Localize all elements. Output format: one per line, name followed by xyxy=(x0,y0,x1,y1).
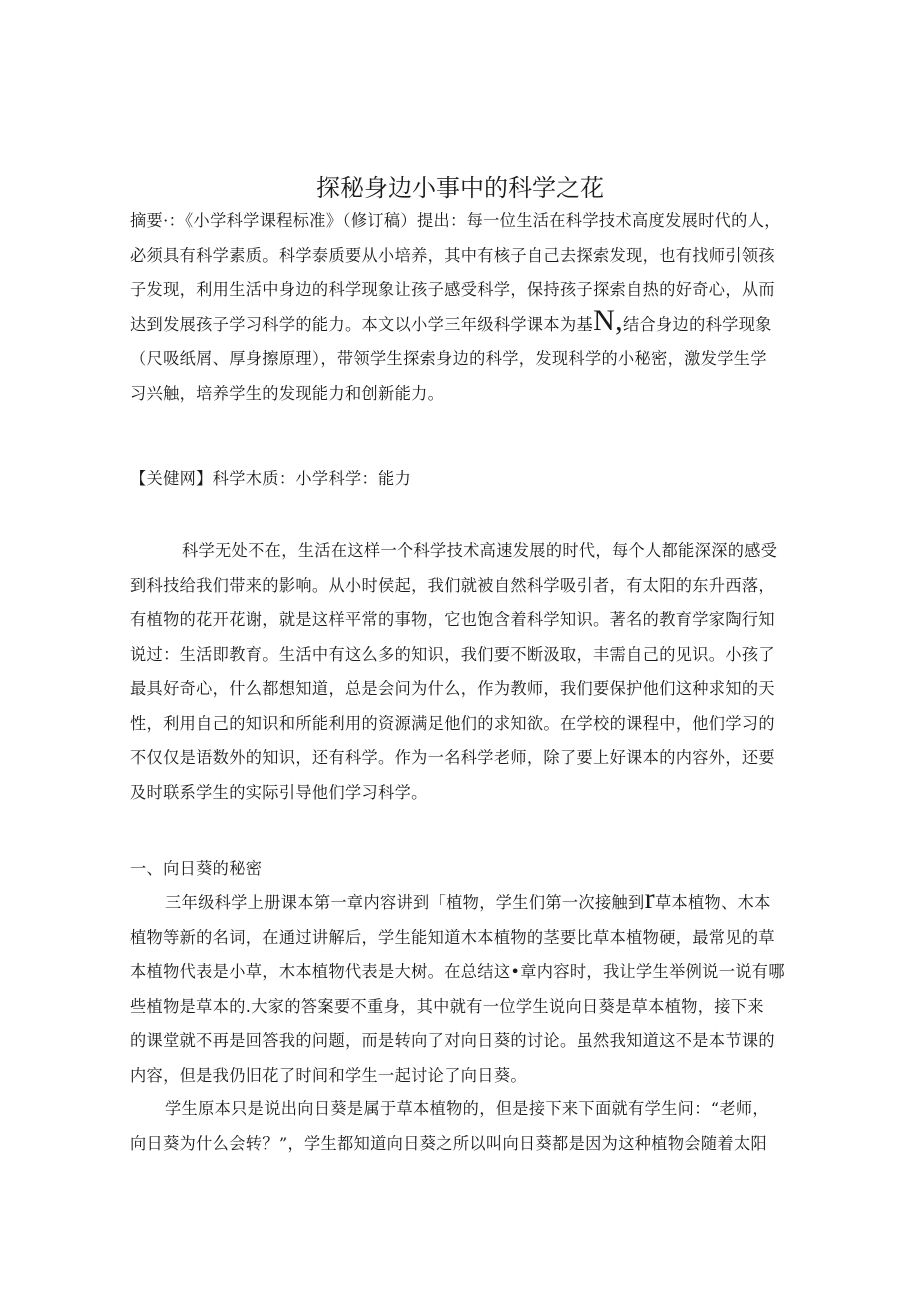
abstract-paragraph xyxy=(130,204,795,411)
section-1-paragraph-2 xyxy=(130,1092,795,1161)
section-1-line-1-end: 草本植物、木本 xyxy=(654,893,771,912)
section-1-heading-block xyxy=(130,852,795,887)
document-title: 探秘身边小事中的科学之花 xyxy=(316,174,604,202)
abstract-line: （尺吸纸屑、厚身擦原理），带领学生探索身边的科学，发现科学的小秘密，激发学生学 xyxy=(130,349,767,368)
section-1-line: 本植物代表是小草，木本植物代表是大树。在总结这•章内容时，我让学生举例说一说有哪 xyxy=(130,962,785,981)
abstract-line: 子发现，利用生活中身边的科学现象让孩子感受科学，保持孩子探索自热的好奇心，从而 xyxy=(130,280,775,299)
section-1-line-1-start: 三年级科学上册课本第一章内容讲到「植物，学生们第一次接触到 xyxy=(165,893,645,912)
abstract-line-4-glyph: N, xyxy=(593,303,623,337)
abstract-line: 必须具有科学素质。科学泰质要从小培养，其中有核子自己去探索发现，也有找师引领孩 xyxy=(130,245,775,265)
section-1-line-1 xyxy=(130,882,795,921)
section-1-p2-line: 向日葵为什么会转？”，学生都知道向日葵之所以叫向日葵都是因为这种植物会随着太阳 xyxy=(130,1133,768,1153)
intro-line: 说过：生活即教育。生活中有这么多的知识，我们要不断汲取，丰需自己的见识。小孩了 xyxy=(130,644,775,664)
section-1-line: 些植物是草本的.大家的答案要不重身，其中就有一位学生说向日葵是草本植物，接下来 xyxy=(130,996,764,1016)
section-heading: 一、向日葵的秘密 xyxy=(130,859,263,878)
intro-line: 及时联系学生的实际引导他们学习科学。 xyxy=(130,782,428,802)
section-1-p2-line: 学生原本只是说出向日葵是属于草本植物的，但是接下来下面就有学生问：“老师， xyxy=(165,1099,769,1118)
intro-line: 性，利用自己的知识和所能利用的资源满足他们的求知欲。在学校的课程中，他们学习的 xyxy=(130,713,775,733)
abstract-line-4-end: 结合身边的科学现象 xyxy=(622,314,772,334)
intro-line: 不仅仅是语数外的知识，还有科学。作为一名科学老师，除了要上好课本的内容外，还要 xyxy=(130,748,775,767)
section-1-line: 内容，但是我仍旧花了时间和学生一起讨论了向日葵。 xyxy=(130,1065,527,1085)
keywords-paragraph xyxy=(130,462,795,497)
intro-line: 科学无处不在，生活在这样一个科学技术高速发展的时代，每个人都能深深的感受 xyxy=(182,541,778,560)
intro-line: 到科技给我们带来的影响。从小时侯起，我们就被自然科学吸引者，有太阳的东升西落， xyxy=(130,575,775,595)
section-1-line: 的课堂就不再是回答我的问题，而是转向了对向日葵的讨论。虽然我知道这不是本节课的 xyxy=(130,1031,775,1050)
intro-line: 最具好奇心，什么都想知道，总是会问为什么，作为教师，我们要保护他们这种求知的天 xyxy=(130,679,775,698)
intro-paragraph xyxy=(130,534,795,810)
abstract-line: 摘要·：《小学科学课程标准》（修订稿）提出：每一位生活在科学技术高度发展时代的人， xyxy=(130,211,781,230)
intro-line: 有植物的花开花谢，就是这样平常的事物，它也饱含着科学知识。著名的教育学家陶行知 xyxy=(130,610,775,629)
section-1-line-1-glyph: r xyxy=(644,882,655,915)
section-1-line: 植物等新的名词，在通过讲解后，学生能知道木本植物的茎要比草本植物硬，最常见的草 xyxy=(130,927,775,947)
section-1-paragraph-1 xyxy=(130,882,795,1093)
abstract-line-4 xyxy=(130,303,795,343)
abstract-line-4-start: 达到发展孩子学习科学的能力。本文以小学三年级科学课本为基 xyxy=(130,314,594,334)
keywords-line: 【关健网】科学木质：小学科学：能力 xyxy=(130,469,412,488)
abstract-line: 习兴触，培养学生的发现能力和创新能力。 xyxy=(130,383,445,403)
